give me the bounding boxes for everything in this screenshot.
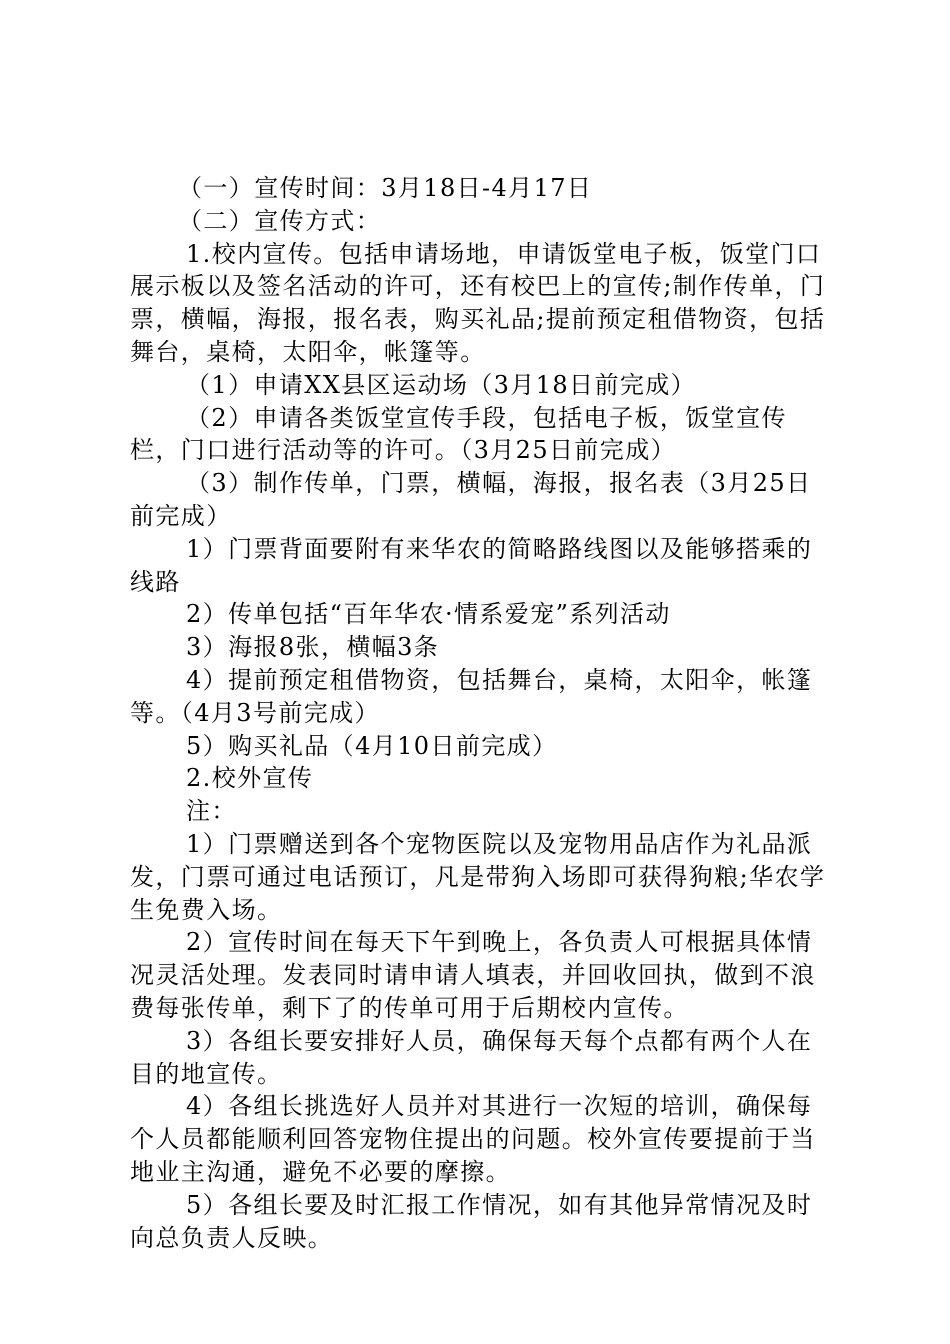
paragraph-note-2: 2）宣传时间在每天下午到晚上，各负责人可根据具体情况灵活处理。发表同时请申请人填表，并回收回执，做到不浪费每张传单，剩下了的传单可用于后期校内宣传。	[130, 928, 816, 1022]
paragraph-item-3: （3）制作传单，门票，横幅，海报，报名表（3月25日前完成）	[130, 469, 812, 530]
paragraph-note-3: 3）各组长要安排好人员，确保每天每个点都有两个人在目的地宣传。	[130, 1026, 813, 1088]
paragraph-subitem-1: 1）门票背面要附有来华农的简略路线图以及能够搭乘的线路	[130, 534, 813, 596]
paragraph-subitem-3: 3）海报8张，横幅3条	[186, 633, 440, 662]
paragraph-note-1: 1）门票赠送到各个宠物医院以及宠物用品店作为礼品派发，门票可通过电话预订，凡是带狗入场即可获得狗粮;华农学生免费入场。	[130, 829, 826, 924]
paragraph-item-1: （1）申请XX县区运动场（3月18日前完成）	[186, 370, 697, 399]
paragraph-publicity-time: （一）宣传时间：3月18日-4月17日	[178, 174, 593, 202]
paragraph-subitem-2: 2）传单包括“百年华农·情系爱宠”系列活动	[186, 600, 671, 629]
paragraph-subitem-4: 4）提前预定租借物资，包括舞台，桌椅，太阳伞，帐篷等。（4月3号前完成）	[130, 665, 813, 727]
paragraph-note-5: 5）各组长要及时汇报工作情况，如有其他异常情况及时向总负责人反映。	[130, 1190, 813, 1252]
paragraph-item-2: （2）申请各类饭堂宣传手段，包括电子板，饭堂宣传栏，门口进行活动等的许可。（3月25日前完成）	[130, 403, 787, 465]
paragraph-off-campus: 2.校外宣传	[186, 764, 314, 793]
paragraph-publicity-method: （二）宣传方式：	[178, 206, 382, 235]
paragraph-subitem-5: 5）购买礼品（4月10日前完成）	[186, 731, 558, 760]
paragraph-note-label: 注：	[186, 797, 237, 826]
paragraph-on-campus: 1.校内宣传。包括申请场地，申请饭堂电子板，饭堂门口展示板以及签名活动的许可，还有校巴上的宣传;制作传单，门票，横幅，海报，报名表，购买礼品;提前预定租借物资，包括舞台，桌椅，太阳伞，帐篷等。	[130, 239, 826, 366]
paragraph-note-4: 4）各组长挑选好人员并对其进行一次短的培训，确保每个人员都能顺利回答宠物住提出的问题。校外宣传要提前于当地业主沟通，避免不必要的摩擦。	[130, 1092, 816, 1186]
document-body	[130, 172, 835, 1254]
